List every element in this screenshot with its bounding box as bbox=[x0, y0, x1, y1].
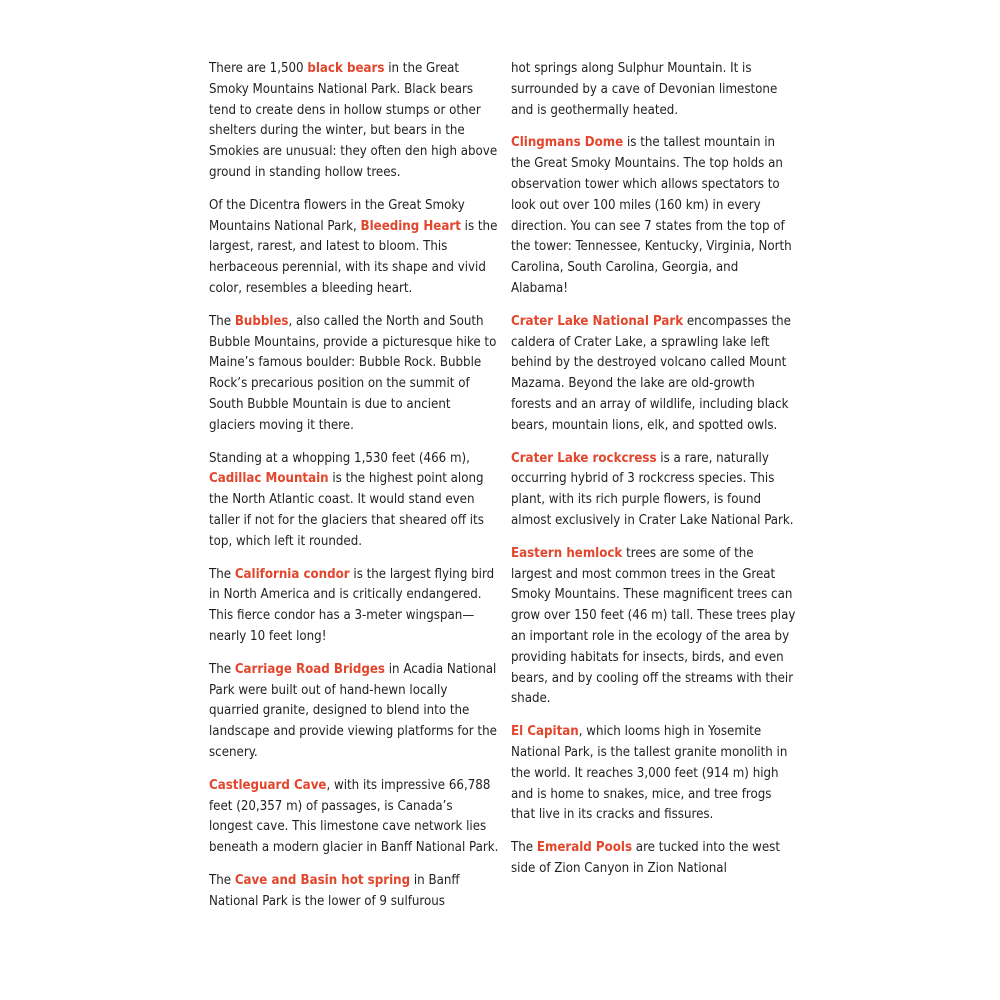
entry-term: black bears bbox=[307, 61, 385, 76]
entry-text: Standing at a whopping 1,530 feet (466 m), bbox=[209, 450, 470, 466]
entry-el-capitan bbox=[511, 722, 796, 826]
left-column bbox=[209, 59, 499, 924]
entry-term: California condor bbox=[234, 566, 350, 582]
entry-term: Bleeding Heart bbox=[360, 218, 461, 234]
entry-text: There are 1,500 bbox=[209, 61, 308, 76]
entry-term: Crater Lake rockcress bbox=[511, 450, 657, 466]
entry-text: in the Great Smoky Mountains National Park. Black bears tend to create dens in hollow stumps or other shelters during the winter, but bears in the Smokies are unusual: they often den high above ground in standing hollow trees. bbox=[209, 61, 498, 180]
entry-term: Cave and Basin hot spring bbox=[234, 872, 411, 888]
entry-bubbles bbox=[209, 312, 499, 437]
entry-castleguard-cave bbox=[209, 776, 499, 859]
entry-crater-lake-rockcress bbox=[511, 449, 796, 532]
entry-bleeding-heart bbox=[209, 196, 499, 300]
entry-text: , also called the North and South Bubble Mountains, provide a picturesque hike to Maine’s famous boulder: Bubble Rock. Bubble Rock’s precarious position on the summit of South Bubble Mountain is due to ancient glaciers moving it there. bbox=[209, 313, 497, 433]
entry-term: Cadillac Mountain bbox=[209, 471, 329, 487]
entry-cave-and-basin-continued bbox=[511, 59, 796, 121]
entry-term: Clingmans Dome bbox=[511, 135, 624, 151]
entry-eastern-hemlock bbox=[511, 544, 796, 710]
entry-term: El Capitan bbox=[511, 724, 579, 740]
entry-term: Castleguard Cave bbox=[209, 777, 327, 793]
entry-cave-and-basin bbox=[209, 871, 499, 913]
entry-term: Eastern hemlock bbox=[511, 545, 623, 561]
entry-text: is the highest point along the North Atlantic coast. It would stand even taller if not for the glaciers that sheared off its top, which left it rounded. bbox=[209, 471, 484, 549]
entry-term: Carriage Road Bridges bbox=[234, 661, 385, 677]
entry-crater-lake-national-park bbox=[511, 312, 796, 437]
entry-text: are tucked into the west side of Zion Canyon in Zion National bbox=[511, 840, 780, 876]
entry-text: is the largest flying bird in North America and is critically endangered. This fierce condor has a 3-meter wingspan—nearly 10 feet long! bbox=[209, 566, 495, 644]
entry-text: hot springs along Sulphur Mountain. It is surrounded by a cave of Devonian limestone and is geothermally heated. bbox=[511, 61, 778, 118]
entry-emerald-pools bbox=[511, 838, 796, 880]
entry-text: trees are some of the largest and most common trees in the Great Smoky Mountains. These magnificent trees can grow over 150 feet (46 m) tall. These trees play an important role in the ecology of the area by providing habitats for insects, birds, and even bears, and by cooling off the streams with their shade. bbox=[511, 545, 796, 707]
entry-black-bears bbox=[209, 59, 499, 184]
entry-text: encompasses the caldera of Crater Lake, a sprawling lake left behind by the destroyed volcano called Mount Mazama. Beyond the lake are old-growth forests and an array of wildlife, including black bears, mountain lions, elk, and spotted owls. bbox=[511, 313, 791, 433]
entry-text: , which looms high in Yosemite National Park, is the tallest granite monolith in the world. It reaches 3,000 feet (914 m) high and is home to snakes, mice, and tree frogs that live in its cracks and fissures. bbox=[511, 724, 788, 823]
entry-text: , with its impressive 66,788 feet (20,357 m) of passages, is Canada’s longest cave. This limestone cave network lies beneath a modern glacier in Banff National Park. bbox=[209, 777, 499, 856]
entry-text: in Banff National Park is the lower of 9 sulfurous bbox=[209, 872, 460, 909]
entry-text: The bbox=[209, 661, 235, 677]
entry-cadillac-mountain bbox=[209, 449, 499, 553]
entry-text: is the tallest mountain in the Great Smoky Mountains. The top holds an observation tower which allows spectators to look out over 100 miles (160 km) in every direction. You can see 7 states from the top of the tower: Tennessee, Kentucky, Virginia, North Carolina, South Carolina, Georgia, and Alabama! bbox=[511, 135, 792, 296]
entry-text: The bbox=[209, 313, 235, 329]
entry-text: in Acadia National Park were built out of hand-hewn locally quarried granite, designed to blend into the landscape and provide viewing platforms for the scenery. bbox=[209, 661, 497, 760]
entry-text: Of the Dicentra flowers in the Great Smoky Mountains National Park, bbox=[209, 197, 465, 234]
entry-term: Emerald Pools bbox=[536, 840, 633, 856]
right-column bbox=[511, 59, 796, 892]
entry-text: is a rare, naturally occurring hybrid of 3 rockcress species. This plant, with its rich purple flowers, is found almost exclusively in Crater Lake National Park. bbox=[511, 450, 794, 528]
entry-text: The bbox=[511, 840, 537, 856]
entry-text: is the largest, rarest, and latest to bloom. This herbaceous perennial, with its shape and vivid color, resembles a bleeding heart. bbox=[209, 218, 498, 296]
entry-clingmans-dome bbox=[511, 133, 796, 299]
entry-california-condor bbox=[209, 565, 499, 648]
entry-text: The bbox=[209, 872, 235, 888]
entry-carriage-road-bridges bbox=[209, 660, 499, 764]
entry-term: Crater Lake National Park bbox=[511, 313, 684, 329]
entry-text: The bbox=[209, 566, 235, 582]
entry-term: Bubbles bbox=[234, 313, 289, 329]
